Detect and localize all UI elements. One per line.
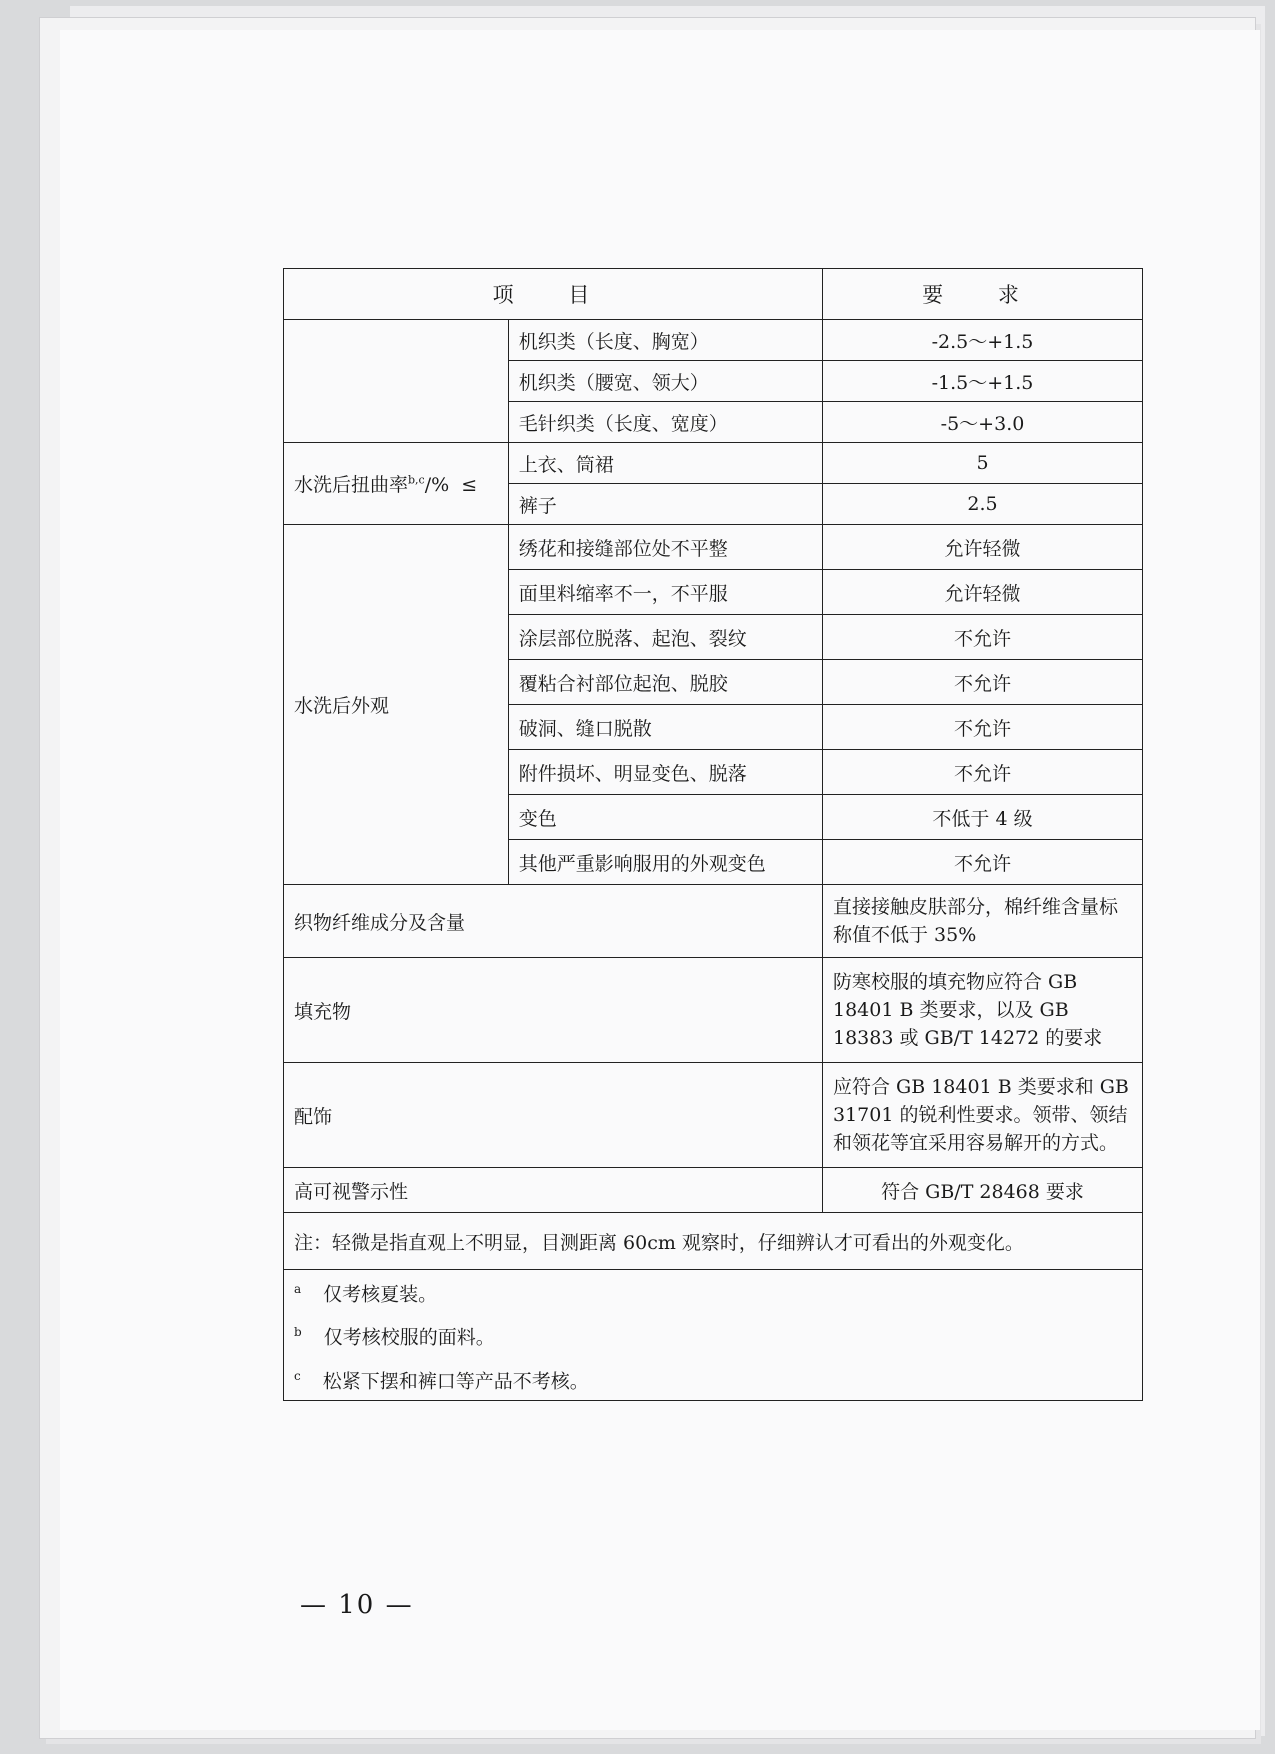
row-sub: 绣花和接缝部位处不平整 — [508, 525, 822, 570]
twist-label-text: 水洗后扭曲率 — [294, 474, 409, 496]
accessories-req: 应符合 GB 18401 B 类要求和 GB 31701 的锐利性要求。领带、领结和领花等宜采用容易解开的方式。 — [823, 1063, 1143, 1168]
row-sub: 附件损坏、明显变色、脱落 — [508, 750, 822, 795]
row-req: -5～+3.0 — [823, 402, 1143, 443]
row-sub: 机织类（长度、胸宽） — [508, 320, 822, 361]
table-row — [284, 885, 1143, 958]
row-sub: 覆粘合衬部位起泡、脱胶 — [508, 660, 822, 705]
row-sub: 毛针织类（长度、宽度） — [508, 402, 822, 443]
row-sub: 其他严重影响服用的外观变色 — [508, 840, 822, 885]
row-req: 不允许 — [823, 705, 1143, 750]
twist-label-suffix: /% ≤ — [424, 474, 478, 496]
row-sub: 变色 — [508, 795, 822, 840]
footnote-text: 仅考核夏装。 — [323, 1283, 438, 1306]
row-req: 不允许 — [823, 615, 1143, 660]
row-sub: 破洞、缝口脱散 — [508, 705, 822, 750]
filling-req: 防寒校服的填充物应符合 GB 18401 B 类要求，以及 GB 18383 或 GB/T 14272 的要求 — [823, 958, 1143, 1063]
row-req: 5 — [823, 443, 1143, 484]
row-req: 允许轻微 — [823, 525, 1143, 570]
twist-label — [284, 443, 509, 525]
table-row — [284, 443, 1143, 484]
row-sub: 裤子 — [508, 484, 822, 525]
footnote-mark: a — [294, 1282, 302, 1296]
visibility-req: 符合 GB/T 28468 要求 — [823, 1168, 1143, 1213]
footnote-b — [294, 1313, 1132, 1356]
footnotes — [284, 1270, 1143, 1401]
row-sub: 涂层部位脱落、起泡、裂纹 — [508, 615, 822, 660]
row-req: 2.5 — [823, 484, 1143, 525]
page-number: — 10 — — [300, 1590, 414, 1620]
table-row — [284, 1168, 1143, 1213]
table-header-row — [284, 269, 1143, 320]
table-row — [284, 958, 1143, 1063]
footnote-text: 仅考核校服的面料。 — [323, 1326, 495, 1349]
twist-label-sup: b,c — [408, 473, 425, 487]
footnote-mark: c — [294, 1368, 301, 1383]
footnote-mark: b — [294, 1325, 302, 1340]
footnotes-row — [284, 1270, 1143, 1401]
row-req: 不允许 — [823, 750, 1143, 795]
row-sub: 上衣、筒裙 — [508, 443, 822, 484]
footnote-text: 松紧下摆和裤口等产品不考核。 — [322, 1369, 589, 1392]
table-row — [284, 320, 1143, 361]
row-req: 不允许 — [823, 840, 1143, 885]
appearance-label: 水洗后外观 — [284, 525, 509, 885]
footnote-a — [294, 1270, 1132, 1313]
row-req: 不低于 4 级 — [823, 795, 1143, 840]
row-sub: 面里料缩率不一，不平服 — [508, 570, 822, 615]
footnote-c — [294, 1357, 1132, 1400]
spec-table — [283, 268, 1143, 1401]
note-text: 注：轻微是指直观上不明显，目测距离 60cm 观察时，仔细辨认才可看出的外观变化。 — [284, 1213, 1143, 1270]
row-req: -1.5～+1.5 — [823, 361, 1143, 402]
header-item: 项 目 — [284, 269, 823, 320]
row-req: 允许轻微 — [823, 570, 1143, 615]
fiber-req: 直接接触皮肤部分，棉纤维含量标称值不低于 35% — [823, 885, 1143, 958]
header-requirement: 要 求 — [823, 269, 1143, 320]
row-sub: 机织类（腰宽、领大） — [508, 361, 822, 402]
table-row — [284, 525, 1143, 570]
dimension-label — [284, 320, 509, 443]
fiber-label: 织物纤维成分及含量 — [284, 885, 823, 958]
visibility-label: 高可视警示性 — [284, 1168, 823, 1213]
accessories-label: 配饰 — [284, 1063, 823, 1168]
row-req: -2.5～+1.5 — [823, 320, 1143, 361]
table-row — [284, 1063, 1143, 1168]
row-req: 不允许 — [823, 660, 1143, 705]
filling-label: 填充物 — [284, 958, 823, 1063]
note-row — [284, 1213, 1143, 1270]
